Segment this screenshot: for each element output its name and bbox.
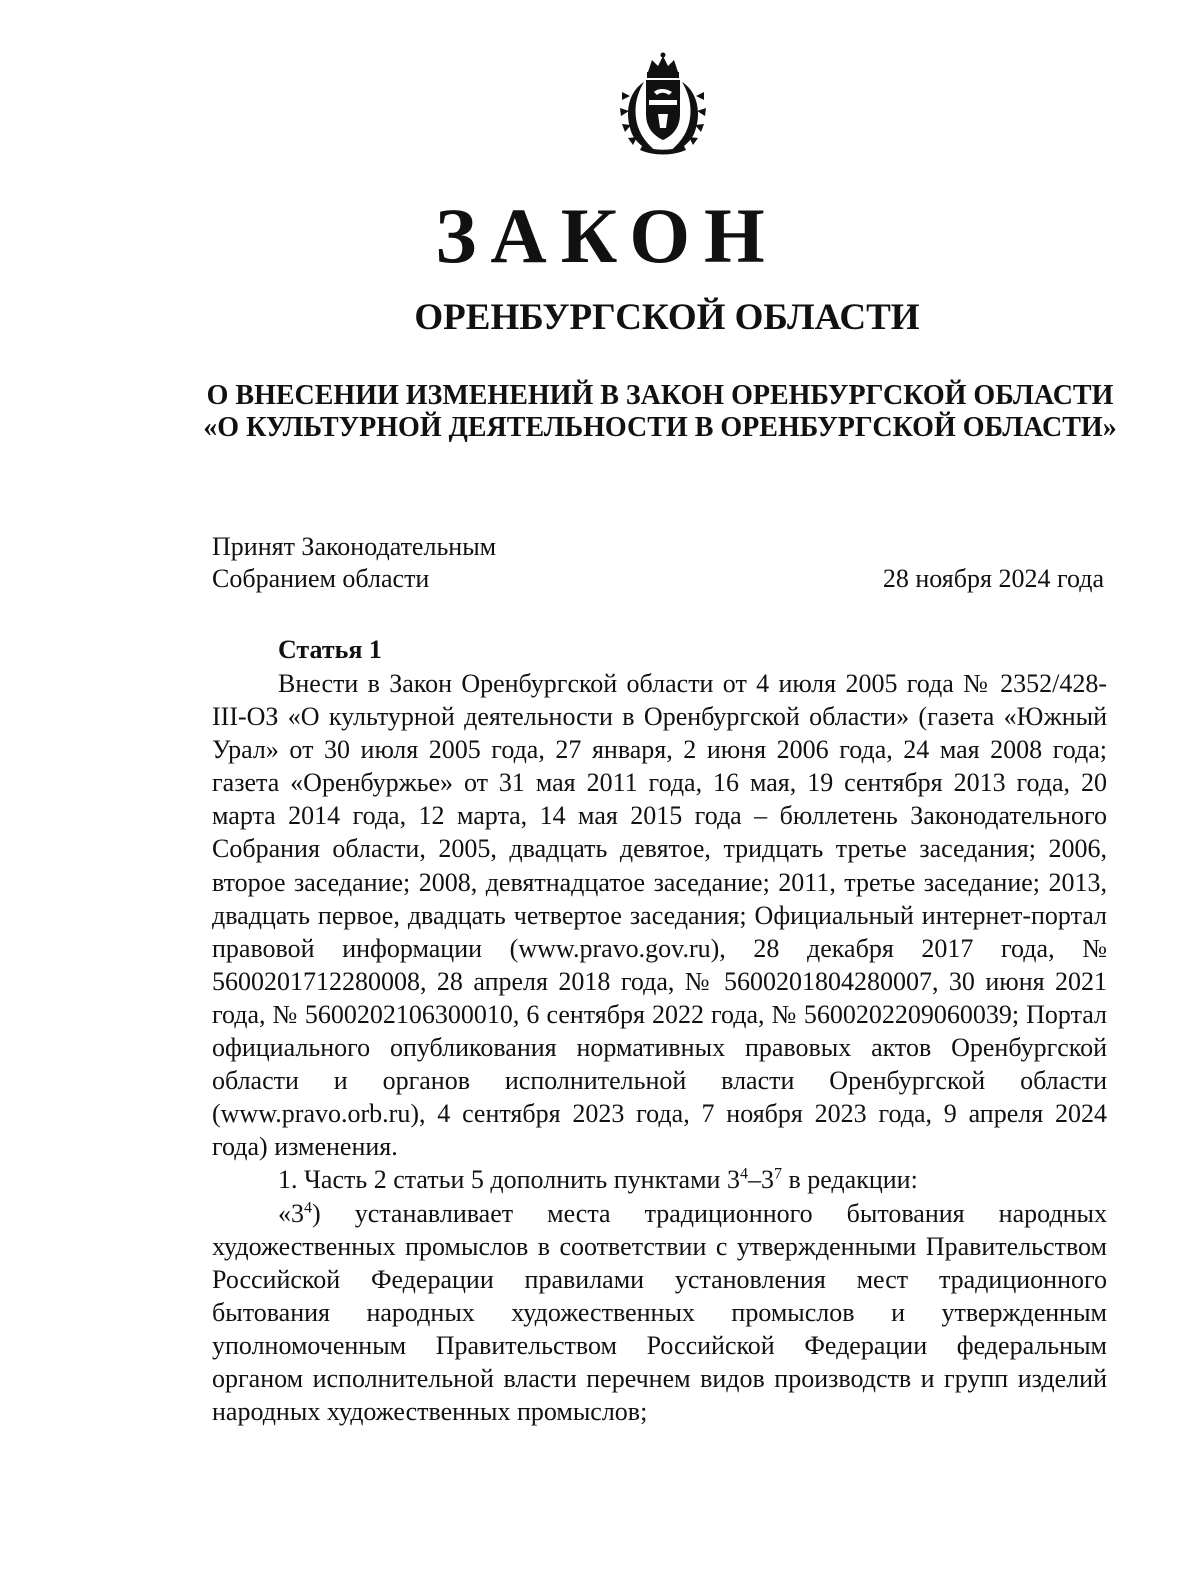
article-heading: Статья 1	[278, 635, 382, 664]
article-body	[212, 667, 1107, 1428]
document-title: ЗАКОН	[435, 192, 779, 279]
law-name	[0, 380, 1200, 444]
adoption-line-2: Собранием области	[212, 564, 430, 593]
coat-of-arms-emblem	[614, 52, 712, 156]
adoption-date: 28 ноября 2024 года	[882, 564, 1104, 593]
article-item-1: 1. Часть 2 статьи 5 дополнить пунктами $3^4-3^7$ в редакции:	[278, 1165, 918, 1195]
region-subtitle: ОРЕНБУРГСКОЙ ОБЛАСТИ	[414, 297, 920, 338]
article-paragraph-1: Внести в Закон Оренбургской области от 4 июля 2005 года № 2352/428-III-ОЗ «О культурной деятельности в Оренбургской области» (газета «Южный Урал» от 30 июля 2005 года, 27 января, 2 июня 2006 года, 24 мая 2008 года; газета «Оренбуржье» от 31 мая 2011 года, 16 мая, 19 сентября 2013 года, 20 марта 2014 года, 12 марта, 14 мая 2015 года – бюллетень Законодательного Собрания области, 2005, двадцать девятое, тридцать третье заседания; 2006, второе заседание; 2008, девятнадцатое заседание; 2011, третье заседание; 2013, двадцать первое, двадцать четвертое заседания; Официальный интернет-портал правовой информации (www.pravo.gov.ru), 28 декабря 2017 года, № 5600201712280008, 28 апреля 2018 года, № 5600201804280007, 30 июня 2021 года, № 5600202106300010, 6 сентября 2022 года, № 5600202209060039; Портал официального опубликования нормативных правовых актов Оренбургской области и органов исполнительной власти Оренбургской области (www.pravo.orb.ru), 4 сентября 2023 года, 7 ноября 2023 года, 9 апреля 2024 года) изменения.	[212, 669, 1107, 1162]
article-quote-paragraph: «$3^4$) устанавливает места традиционного бытования народных художественных промыслов в соответствии с утвержденными Правительством Российской Федерации правилами установления мест традиционного бытования народных художественных промыслов и утвержденным уполномоченным Правительством Российской Федерации федеральным органом исполнительной власти перечнем видов производств и групп изделий народных художественных промыслов;	[212, 1198, 1107, 1427]
law-name-line-2: «О КУЛЬТУРНОЙ ДЕЯТЕЛЬНОСТИ В ОРЕНБУРГСКОЙ ОБЛАСТИ»	[203, 412, 1117, 443]
adoption-body	[212, 531, 496, 595]
adoption-line-1: Принят Законодательным	[212, 532, 497, 561]
law-name-line-1: О ВНЕСЕНИИ ИЗМЕНЕНИЙ В ЗАКОН ОРЕНБУРГСКОЙ ОБЛАСТИ	[206, 380, 1114, 411]
